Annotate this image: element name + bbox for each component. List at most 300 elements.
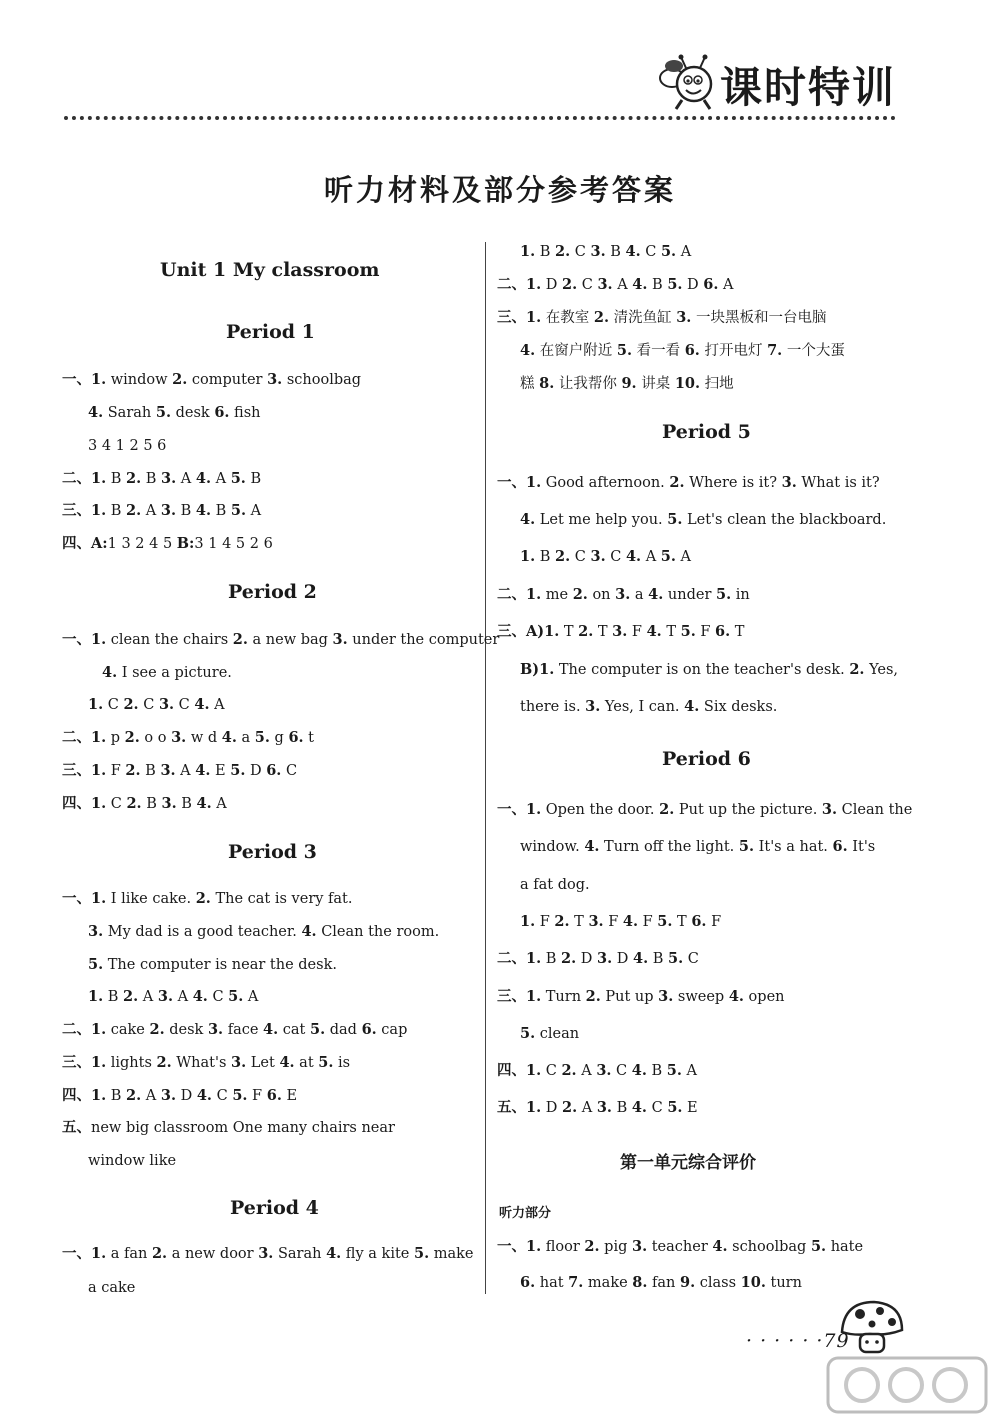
- question-marker: 6.: [288, 729, 304, 746]
- site-watermark-logo: [822, 1352, 992, 1418]
- question-marker: 5.: [232, 1087, 248, 1104]
- question-marker: 1.: [526, 801, 542, 818]
- answer-text: F: [535, 914, 555, 930]
- answer-line: [497, 1098, 698, 1118]
- answer-text: A: [612, 277, 633, 293]
- answer-text: D: [541, 1100, 562, 1116]
- answer-text: 糕: [520, 376, 540, 392]
- answer-text: a cake: [88, 1280, 136, 1296]
- question-marker: 4.: [102, 664, 118, 681]
- answer-text: B: [103, 989, 124, 1005]
- answer-text: B: [176, 503, 196, 519]
- question-marker: 1.: [91, 729, 107, 746]
- question-marker: 3.: [596, 1062, 612, 1079]
- answer-text: F: [247, 1088, 267, 1104]
- answer-text: B: [106, 1088, 127, 1104]
- question-marker: 1.: [91, 890, 107, 907]
- question-marker: 三、: [62, 1054, 91, 1071]
- answer-text: C: [605, 549, 626, 565]
- question-marker: 1.: [91, 1054, 107, 1071]
- answer-text: fan: [647, 1275, 681, 1291]
- answer-text: I see a picture.: [117, 665, 232, 681]
- question-marker: 4.: [301, 923, 317, 940]
- question-marker: 1.: [91, 502, 107, 519]
- question-marker: 4.: [625, 243, 641, 260]
- answer-text: D: [245, 763, 267, 779]
- question-marker: 四、: [62, 795, 91, 812]
- answer-text: g: [269, 730, 289, 746]
- question-marker: 3.: [658, 988, 674, 1005]
- answer-text: C: [646, 1100, 668, 1116]
- answer-line: [520, 374, 734, 394]
- question-marker: 3.: [160, 1087, 176, 1104]
- answer-text: at: [294, 1055, 319, 1071]
- question-marker: 5.: [413, 1245, 430, 1262]
- answer-text: under: [663, 587, 716, 603]
- question-marker: 3.: [160, 502, 176, 519]
- question-marker: 5.: [228, 988, 244, 1005]
- question-marker: 一、: [497, 1238, 526, 1255]
- question-marker: 2.: [561, 1062, 577, 1079]
- bee-mascot-icon: [656, 52, 716, 112]
- answer-text: A: [676, 244, 692, 260]
- question-marker: 3.: [596, 1099, 612, 1116]
- question-marker: 2.: [669, 474, 685, 491]
- answer-text: B: [176, 796, 197, 812]
- answer-line: [497, 308, 826, 328]
- answer-text: T: [730, 624, 745, 640]
- question-marker: 4.: [263, 1021, 279, 1038]
- question-marker: 6.: [832, 838, 848, 855]
- question-marker: 10.: [740, 1274, 766, 1291]
- question-marker: 4.: [646, 623, 662, 640]
- brand-title: 课时特训: [719, 63, 896, 112]
- answer-text: D: [612, 951, 633, 967]
- question-marker: 5.: [660, 548, 676, 565]
- section-heading: Period 3: [228, 841, 317, 863]
- answer-text: 看一看: [632, 343, 685, 359]
- question-marker: 3.: [631, 1238, 648, 1255]
- answer-text: sweep: [673, 989, 729, 1005]
- answer-line: [520, 510, 886, 530]
- question-marker: 4.: [712, 1238, 728, 1255]
- answer-text: Good afternoon.: [541, 475, 670, 491]
- answer-text: under the computer: [347, 632, 500, 648]
- answer-text: a new door: [167, 1246, 259, 1262]
- answer-text: It's: [847, 839, 876, 855]
- answer-text: window like: [88, 1153, 177, 1169]
- question-marker: 2.: [126, 470, 142, 487]
- answer-text: make: [429, 1246, 474, 1262]
- answer-line: [497, 622, 744, 642]
- answer-text: C: [541, 1063, 562, 1079]
- question-marker: 2.: [124, 729, 140, 746]
- question-marker: 一、: [62, 1245, 91, 1262]
- question-marker: 四、: [497, 1062, 526, 1079]
- answer-text: B: [211, 503, 231, 519]
- question-marker: 3.: [615, 586, 631, 603]
- subsection-heading: 第一单元综合评价: [620, 1153, 756, 1173]
- section-heading: Period 6: [662, 748, 751, 770]
- answer-text: a: [630, 587, 649, 603]
- question-marker: 3.: [160, 762, 176, 779]
- answer-line: [88, 1151, 176, 1171]
- answer-text: What's: [171, 1055, 232, 1071]
- answer-line: [62, 469, 261, 489]
- question-marker: 4.: [326, 1245, 342, 1262]
- answer-line: [62, 794, 227, 814]
- question-marker: 2.: [149, 1021, 165, 1038]
- question-marker: 4.: [520, 511, 536, 528]
- question-marker: A:: [91, 535, 108, 552]
- question-marker: 4.: [88, 404, 104, 421]
- question-marker: 2.: [555, 548, 571, 565]
- answer-text: fly a kite: [341, 1246, 414, 1262]
- answer-text: 一块黑板和一台电脑: [691, 310, 827, 326]
- question-marker: 7.: [568, 1274, 584, 1291]
- answer-text: C: [138, 697, 159, 713]
- question-marker: 6.: [266, 1087, 282, 1104]
- question-marker: 6.: [520, 1274, 536, 1291]
- answer-text: a new bag: [247, 632, 333, 648]
- question-marker: 7.: [767, 342, 783, 359]
- answer-text: 打开电灯: [699, 343, 768, 359]
- question-marker: 2.: [156, 1054, 172, 1071]
- answer-line: [497, 585, 750, 605]
- question-marker: 5.: [520, 1025, 536, 1042]
- question-marker: 5.: [667, 511, 683, 528]
- question-marker: 5.: [657, 913, 673, 930]
- answer-line: [62, 761, 297, 781]
- answer-text: o o: [139, 730, 172, 746]
- answer-text: T: [661, 624, 681, 640]
- answer-text: 在窗户附近: [535, 343, 617, 359]
- answer-line: [62, 630, 499, 650]
- answer-text: clean: [535, 1026, 580, 1042]
- answer-text: Let: [246, 1055, 280, 1071]
- answer-text: F: [627, 624, 647, 640]
- answer-line: [62, 501, 261, 521]
- answer-text: A: [246, 503, 262, 519]
- question-marker: 3.: [157, 988, 173, 1005]
- header-brand: [656, 52, 896, 112]
- answer-text: C: [577, 277, 598, 293]
- answer-text: is: [333, 1055, 351, 1071]
- answer-line: [62, 370, 361, 390]
- answer-text: hat: [535, 1275, 569, 1291]
- answer-text: cat: [278, 1022, 310, 1038]
- question-marker: 2.: [561, 950, 577, 967]
- question-marker: 5.: [230, 762, 246, 779]
- answer-text: a fan: [106, 1246, 152, 1262]
- answer-text: window.: [520, 839, 585, 855]
- answer-line: [520, 697, 777, 717]
- question-marker: 2.: [232, 631, 248, 648]
- answer-text: T: [569, 914, 589, 930]
- question-marker: 二、: [497, 950, 526, 967]
- answer-text: D: [576, 951, 597, 967]
- question-marker: 3.: [267, 371, 283, 388]
- answer-line: [62, 534, 273, 554]
- answer-line: [102, 663, 232, 683]
- question-marker: 2.: [125, 762, 141, 779]
- answer-text: C: [211, 1088, 233, 1104]
- answer-text: B: [648, 951, 668, 967]
- question-marker: 2.: [554, 913, 570, 930]
- question-marker: 五、: [497, 1099, 526, 1116]
- answer-text: A: [211, 796, 227, 812]
- answer-text: open: [743, 989, 785, 1005]
- answer-text: B: [535, 549, 556, 565]
- question-marker: 5.: [230, 502, 247, 519]
- question-marker: 9.: [621, 375, 637, 392]
- question-marker: 4.: [192, 988, 208, 1005]
- question-marker: 10.: [674, 375, 701, 392]
- question-marker: 四、: [62, 1087, 91, 1104]
- question-marker: 三、: [62, 502, 91, 519]
- question-marker: 5.: [309, 1021, 326, 1038]
- answer-text: Open the door.: [541, 802, 660, 818]
- answer-text: Where is it?: [684, 475, 782, 491]
- answer-line: [520, 875, 590, 895]
- question-marker: 3.: [597, 276, 613, 293]
- question-marker: 1.: [526, 988, 542, 1005]
- question-marker: 3.: [676, 309, 692, 326]
- question-marker: 4.: [632, 276, 648, 293]
- question-marker: 3.: [332, 631, 348, 648]
- answer-line: [520, 1024, 579, 1044]
- answer-text: 1 3 2 4 5: [107, 536, 177, 552]
- answer-text: fish: [229, 405, 261, 421]
- question-marker: 1.: [526, 1062, 542, 1079]
- answer-text: F: [638, 914, 658, 930]
- question-marker: 2.: [123, 988, 139, 1005]
- answer-text: teacher: [647, 1239, 713, 1255]
- answer-text: The cat is very fat.: [210, 891, 353, 907]
- answer-text: Turn: [541, 989, 586, 1005]
- answer-line: [497, 473, 880, 493]
- question-marker: 2.: [126, 795, 142, 812]
- answer-text: make: [583, 1275, 633, 1291]
- answer-text: Clean the: [837, 802, 913, 818]
- answer-text: D: [541, 277, 562, 293]
- question-marker: 6.: [266, 762, 282, 779]
- answer-text: F: [706, 914, 722, 930]
- answer-text: Let me help you.: [535, 512, 668, 528]
- question-marker: 3.: [590, 548, 606, 565]
- question-marker: 4.: [631, 1099, 647, 1116]
- section-heading: Period 5: [662, 421, 751, 443]
- question-marker: 4.: [632, 950, 649, 967]
- question-marker: 3.: [612, 623, 628, 640]
- question-marker: 6.: [703, 276, 719, 293]
- answer-text: A: [173, 989, 193, 1005]
- answer-text: E: [210, 763, 231, 779]
- question-marker: 4.: [584, 838, 600, 855]
- answer-text: cake: [106, 1022, 150, 1038]
- question-marker: 1.: [91, 1245, 107, 1262]
- question-marker: 3.: [161, 470, 177, 487]
- question-marker: 1.: [526, 276, 542, 293]
- answer-line: [62, 1244, 474, 1264]
- question-marker: 6.: [715, 623, 731, 640]
- answer-text: C: [611, 1063, 632, 1079]
- answer-text: in: [731, 587, 750, 603]
- question-marker: B:: [176, 535, 195, 552]
- answer-text: A: [141, 1088, 161, 1104]
- answer-line: [62, 889, 353, 909]
- question-marker: 5.: [667, 1099, 683, 1116]
- question-marker: 3.: [590, 243, 606, 260]
- answer-text: The computer is near the desk.: [103, 957, 337, 973]
- answer-text: desk: [164, 1022, 208, 1038]
- question-marker: 5.: [88, 956, 104, 973]
- question-marker: 3.: [88, 923, 104, 940]
- question-marker: 四、: [62, 535, 91, 552]
- answer-text: A: [576, 1063, 597, 1079]
- answer-text: C: [281, 763, 298, 779]
- question-marker: 4.: [631, 1062, 647, 1079]
- question-marker: 3.: [161, 795, 177, 812]
- answer-text: B: [245, 471, 262, 487]
- answer-text: C: [570, 244, 591, 260]
- question-marker: 8.: [539, 375, 555, 392]
- answer-text: D: [682, 277, 704, 293]
- answer-line: [497, 949, 699, 969]
- question-marker: 1.: [520, 913, 536, 930]
- answer-text: on: [587, 587, 616, 603]
- question-marker: 2.: [123, 696, 139, 713]
- answer-text: A: [641, 549, 661, 565]
- answer-text: Yes, I can.: [600, 699, 685, 715]
- answer-text: C: [207, 989, 229, 1005]
- question-marker: 4.: [520, 342, 536, 359]
- answer-text: Clean the room.: [316, 924, 440, 940]
- question-marker: 二、: [62, 470, 91, 487]
- question-marker: 三、: [497, 623, 526, 640]
- subsection-heading: 听力部分: [499, 1206, 552, 1221]
- question-marker: 2.: [555, 243, 571, 260]
- question-marker: 2.: [584, 1238, 600, 1255]
- question-marker: 3.: [585, 698, 601, 715]
- question-marker: 3.: [207, 1021, 224, 1038]
- question-marker: 1.: [526, 1238, 542, 1255]
- question-marker: 4.: [194, 696, 210, 713]
- question-marker: 1.: [526, 586, 542, 603]
- answer-text: F: [695, 624, 716, 640]
- answer-text: Sarah: [103, 405, 156, 421]
- answer-line: [497, 987, 785, 1007]
- answer-text: F: [106, 763, 126, 779]
- answer-text: I like cake.: [106, 891, 196, 907]
- page-title: 听力材料及部分参考答案: [323, 173, 676, 207]
- answer-line: [520, 837, 875, 857]
- question-marker: 3.: [588, 913, 604, 930]
- question-marker: 5.: [810, 1238, 827, 1255]
- question-marker: 2.: [659, 801, 675, 818]
- question-marker: 5.: [668, 950, 684, 967]
- question-marker: 6.: [684, 342, 700, 359]
- answer-text: A: [681, 1063, 698, 1079]
- answer-text: B: [141, 796, 162, 812]
- answer-text: there is.: [520, 699, 586, 715]
- question-marker: 2.: [849, 661, 865, 678]
- answer-text: C: [640, 244, 661, 260]
- answer-text: cap: [376, 1022, 408, 1038]
- question-marker: 一、: [497, 801, 526, 818]
- question-marker: 2.: [126, 1087, 142, 1104]
- question-marker: B)1.: [520, 661, 555, 678]
- question-marker: 5.: [230, 470, 246, 487]
- answer-text: T: [559, 624, 579, 640]
- answer-line: [497, 1061, 697, 1081]
- question-marker: 二、: [62, 1021, 91, 1038]
- answer-text: face: [223, 1022, 264, 1038]
- question-marker: 9.: [680, 1274, 696, 1291]
- answer-text: me: [541, 587, 573, 603]
- answer-text: B: [106, 503, 127, 519]
- question-marker: 二、: [497, 276, 526, 293]
- answer-line: [520, 660, 898, 680]
- answer-line: [520, 547, 691, 567]
- answer-text: Let's clean the blackboard.: [682, 512, 887, 528]
- question-marker: 1.: [91, 1087, 107, 1104]
- question-marker: 三、: [497, 309, 526, 326]
- answer-text: schoolbag: [727, 1239, 811, 1255]
- answer-text: turn: [765, 1275, 802, 1291]
- question-marker: 4.: [648, 586, 664, 603]
- answer-line: [497, 275, 734, 295]
- question-marker: 2.: [126, 502, 142, 519]
- question-marker: 1.: [526, 474, 542, 491]
- answer-text: w d: [186, 730, 222, 746]
- question-marker: 6.: [214, 404, 230, 421]
- question-marker: 二、: [497, 586, 526, 603]
- answer-text: floor: [541, 1239, 585, 1255]
- answer-text: C: [103, 697, 124, 713]
- answer-text: Yes,: [864, 662, 899, 678]
- answer-line: [62, 1053, 350, 1073]
- question-marker: 2.: [172, 371, 188, 388]
- answer-text: Six desks.: [699, 699, 778, 715]
- answer-text: desk: [171, 405, 215, 421]
- answer-text: It's a hat.: [754, 839, 833, 855]
- question-marker: 1.: [88, 696, 104, 713]
- answer-text: 扫地: [700, 376, 734, 392]
- question-marker: 3.: [171, 729, 187, 746]
- answer-text: t: [303, 730, 315, 746]
- question-marker: 二、: [62, 729, 91, 746]
- section-heading: Period 2: [228, 581, 317, 603]
- answer-text: A: [175, 763, 196, 779]
- answer-text: A: [211, 471, 231, 487]
- answer-text: T: [593, 624, 613, 640]
- question-marker: 1.: [88, 988, 104, 1005]
- question-marker: 6.: [361, 1021, 377, 1038]
- question-marker: 4.: [728, 988, 744, 1005]
- question-marker: 2.: [572, 586, 588, 603]
- question-marker: 一、: [62, 371, 91, 388]
- answer-text: A: [176, 471, 196, 487]
- question-marker: 4.: [622, 913, 639, 930]
- answer-text: computer: [187, 372, 268, 388]
- question-marker: 5.: [667, 276, 683, 293]
- answer-line: [88, 955, 337, 975]
- answer-line: [88, 922, 439, 942]
- question-marker: 4.: [196, 1087, 212, 1104]
- question-marker: 4.: [195, 762, 211, 779]
- answer-text: 清洗鱼缸: [609, 310, 677, 326]
